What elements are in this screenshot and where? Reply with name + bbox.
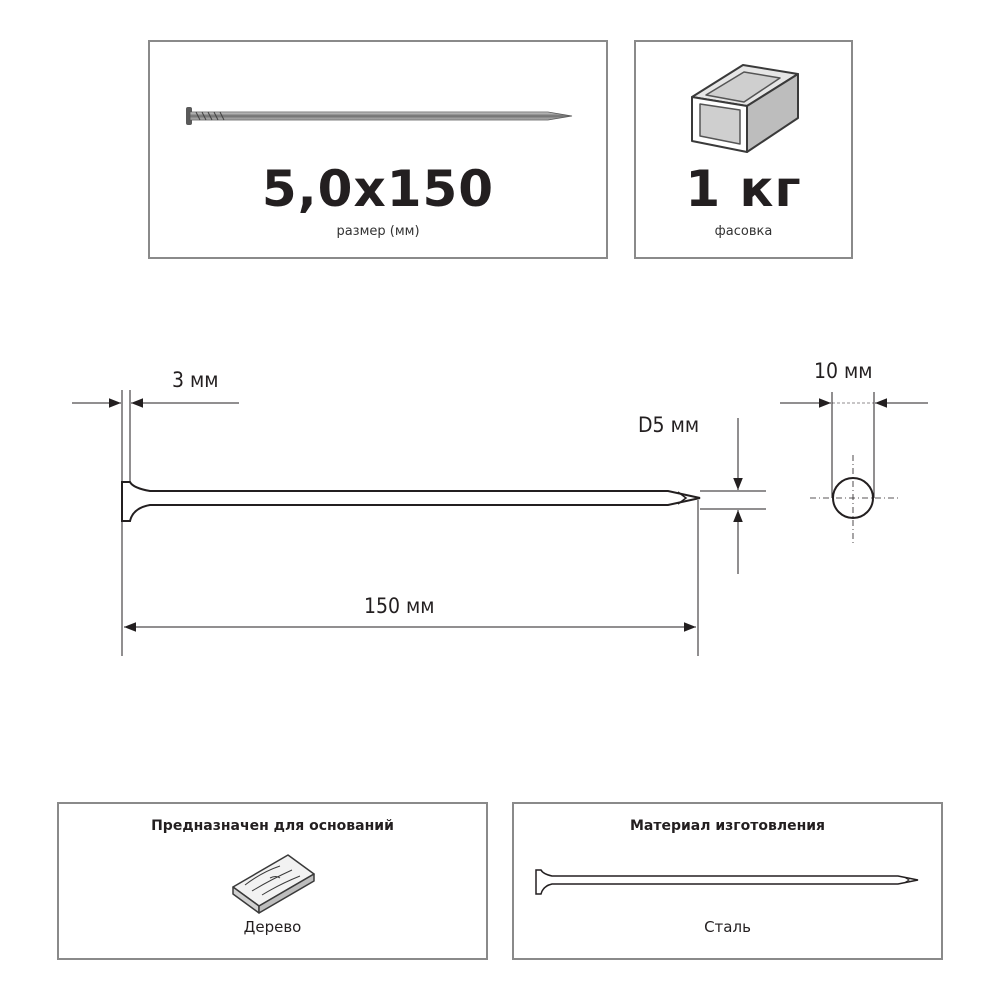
base-caption: Дерево <box>243 918 302 936</box>
size-caption: размер (мм) <box>336 224 420 239</box>
head-width-label: 10 мм <box>814 359 873 383</box>
diameter-label: D5 мм <box>638 413 700 437</box>
steel-nail-icon <box>536 870 918 894</box>
wood-plank-icon <box>233 855 314 913</box>
size-value: 5,0x150 <box>261 160 495 218</box>
material-title: Материал изготовления <box>629 818 826 834</box>
package-value: 1 кг <box>685 160 802 218</box>
nail-drawing <box>122 482 700 521</box>
package-caption: фасовка <box>714 224 773 239</box>
package-box-icon <box>692 65 798 152</box>
cross-section-icon <box>780 392 928 545</box>
nail-photo-icon <box>186 107 572 125</box>
head-thickness-label: 3 мм <box>172 368 219 392</box>
material-caption: Сталь <box>704 918 751 936</box>
base-title: Предназначен для оснований <box>151 818 394 834</box>
length-label: 150 мм <box>364 594 435 618</box>
